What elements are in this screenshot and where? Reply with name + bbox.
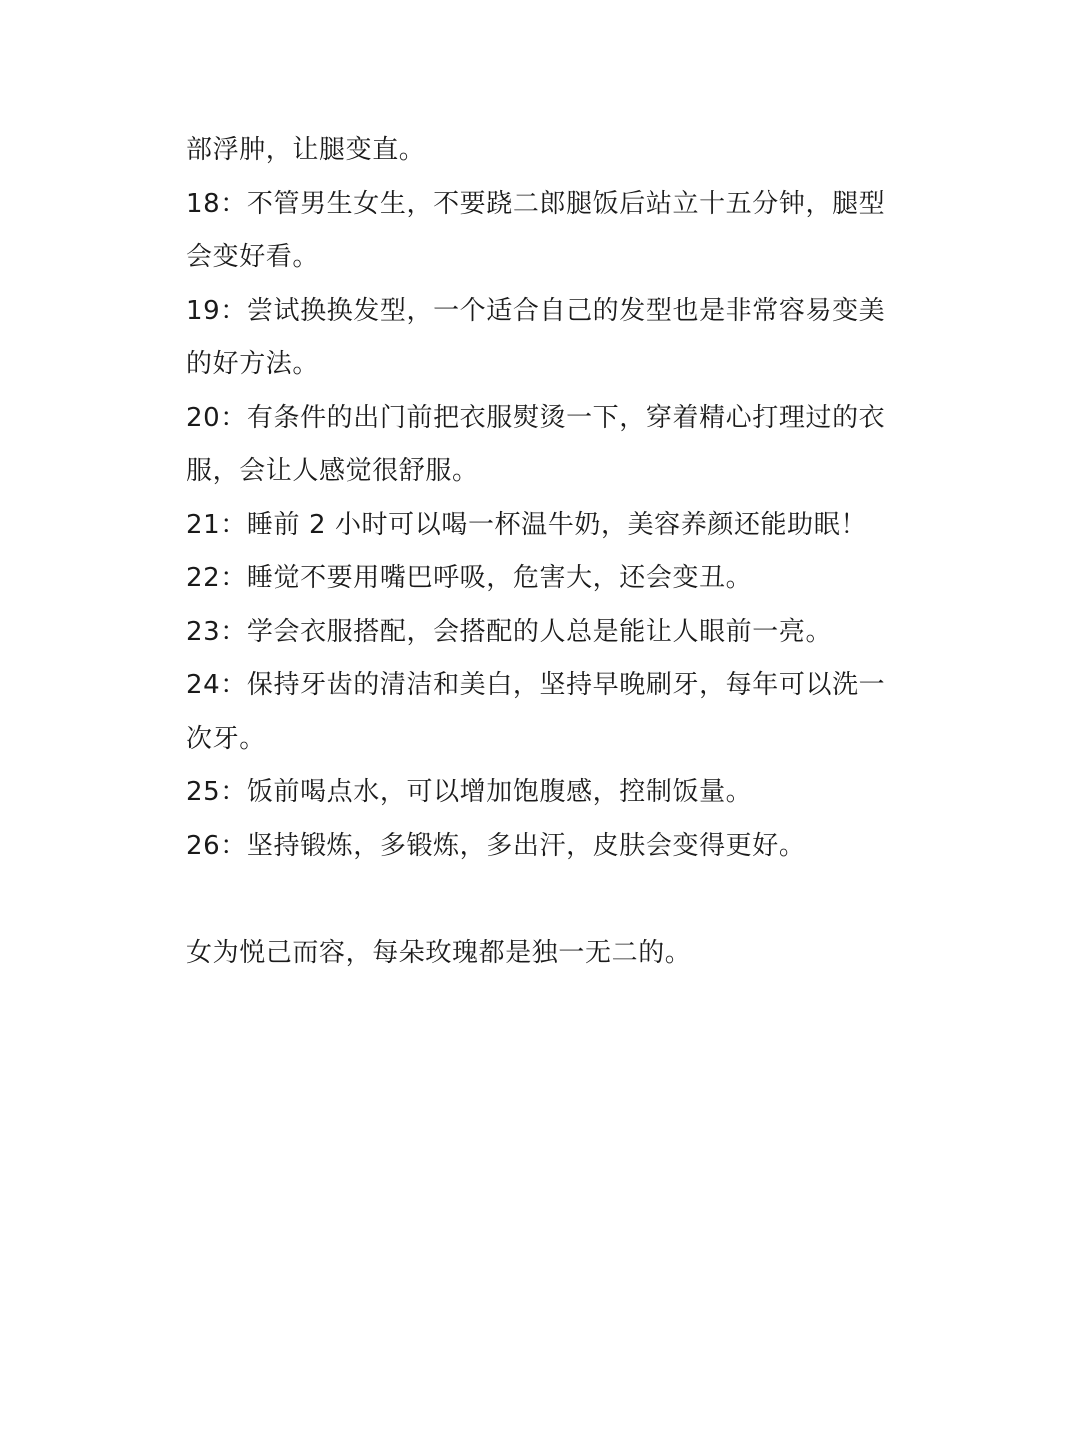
text-line: 20：有条件的出门前把衣服熨烫一下，穿着精心打理过的衣 xyxy=(186,402,886,433)
text-line: 会变好看。 xyxy=(186,242,320,272)
text-line: 部浮肿，让腿变直。 xyxy=(186,135,426,165)
text-line: 24：保持牙齿的清洁和美白，坚持早晚刷牙，每年可以洗一 xyxy=(186,670,886,700)
text-line: 19：尝试换换发型，一个适合自己的发型也是非常容易变美 xyxy=(186,295,886,326)
text-line: 18：不管男生女生，不要跷二郎腿饭后站立十五分钟，腿型 xyxy=(186,188,886,219)
text-line: 25：饭前喝点水，可以增加饱腹感，控制饭量。 xyxy=(186,777,753,807)
paragraph-gap xyxy=(186,873,906,927)
document-body xyxy=(186,124,906,980)
closing-line: 女为悦己而容，每朵玫瑰都是独一无二的。 xyxy=(186,937,692,968)
text-line: 22：睡觉不要用嘴巴呼吸，危害大，还会变丑。 xyxy=(186,563,753,593)
text-line: 26：坚持锻炼，多锻炼，多出汗，皮肤会变得更好。 xyxy=(186,830,806,861)
text-line: 服，会让人感觉很舒服。 xyxy=(186,456,479,486)
text-line: 次牙。 xyxy=(186,723,266,754)
text-line: 21：睡前 2 小时可以喝一杯温牛奶，美容养颜还能助眠！ xyxy=(186,509,867,540)
text-line: 23：学会衣服搭配，会搭配的人总是能让人眼前一亮。 xyxy=(186,616,833,647)
text-line: 的好方法。 xyxy=(186,349,320,379)
